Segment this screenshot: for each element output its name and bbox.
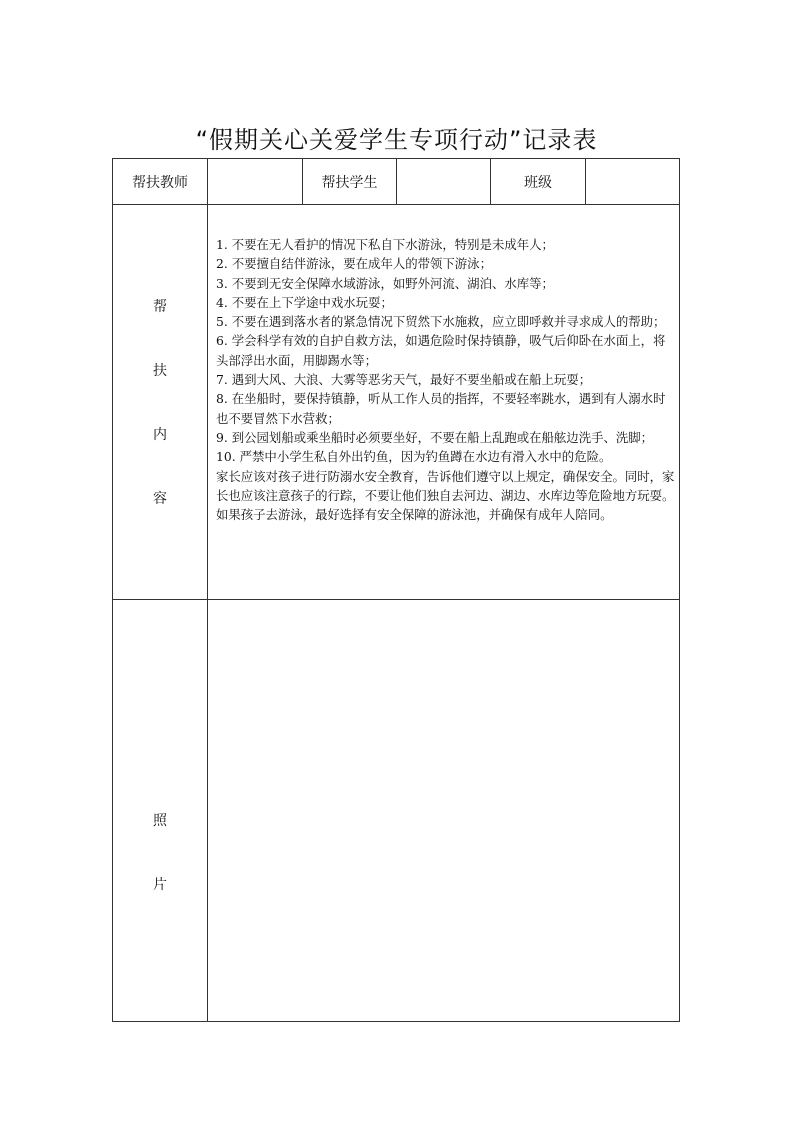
- student-field[interactable]: [397, 159, 491, 205]
- content-label-char: 帮: [153, 299, 167, 315]
- content-item: 9. 到公园划船或乘坐船时必须要坐好，不要在船上乱跑或在船舷边洗手、洗脚；: [216, 429, 654, 445]
- parent-note: 家长应该对孩子进行防溺水安全教育，告诉他们遵守以上规定，确保安全。同时，家长也应该注意孩子的行踪，不要让他们独自去河边、湖边、水库边等危险地方玩耍。如果孩子去游泳，最好选择有安全保障的游泳池，并确保有成年人陪同。: [216, 468, 675, 523]
- content-text: [208, 205, 679, 524]
- content-item: 2. 不要擅自结伴游泳，要在成年人的带领下游泳；: [216, 256, 492, 272]
- content-item: 10. 严禁中小学生私自外出钓鱼，因为钓鱼蹲在水边有滑入水中的危险。: [216, 449, 612, 465]
- record-table: [112, 158, 680, 1022]
- page-title: “假期关心关爱学生专项行动”记录表: [195, 126, 598, 154]
- photo-label-char: 片: [153, 876, 167, 893]
- content-item: 1. 不要在无人看护的情况下私自下水游泳，特别是未成年人；: [216, 237, 554, 252]
- content-item: 7. 遇到大风、大浪、大雾等恶劣天气，最好不要坐船或在船上玩耍；: [216, 372, 592, 388]
- content-item: 3. 不要到无安全保障水域游泳，如野外河流、湖泊、水库等；: [216, 275, 554, 291]
- teacher-label: 帮扶教师: [113, 159, 208, 205]
- content-item: 8. 在坐船时，要保持镇静，听从工作人员的指挥，不要轻率跳水，遇到有人溺水时也不要冒然下水营救；: [216, 391, 666, 426]
- content-label-char: 容: [153, 491, 167, 507]
- photo-row: [113, 600, 680, 1022]
- content-label-char: 扶: [153, 363, 167, 379]
- class-field[interactable]: [586, 159, 680, 205]
- content-label-char: 内: [153, 427, 167, 443]
- photo-label: [113, 600, 208, 1022]
- content-item: 6. 学会科学有效的自护自救方法，如遇危险时保持镇静，吸气后仰卧在水面上，将头部浮出水面，用脚踢水等；: [216, 333, 666, 368]
- header-row: [113, 159, 680, 205]
- content-cell: [208, 205, 680, 600]
- photo-area[interactable]: [208, 600, 680, 1022]
- content-item: 4. 不要在上下学途中戏水玩耍；: [216, 294, 393, 310]
- content-row: [113, 205, 680, 600]
- student-label: 帮扶学生: [303, 159, 397, 205]
- teacher-field[interactable]: [208, 159, 303, 205]
- content-label: [113, 205, 208, 600]
- photo-label-char: 照: [153, 812, 167, 829]
- class-label: 班级: [491, 159, 586, 205]
- content-item: 5. 不要在遇到落水者的紧急情况下贸然下水施救，应立即呼救并寻求成人的帮助；: [216, 314, 666, 330]
